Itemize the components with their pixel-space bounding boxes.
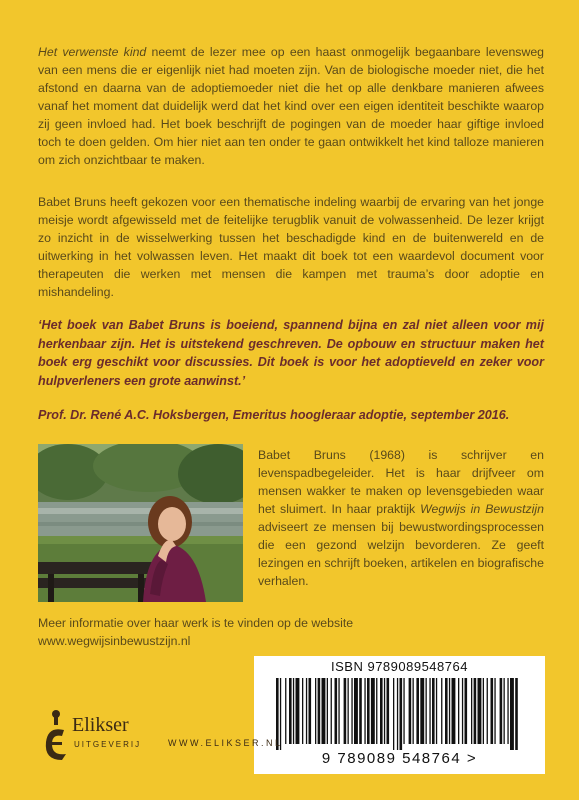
barcode-bar xyxy=(413,678,414,744)
more-info-line: Meer informatie over haar werk is te vinden op de website xyxy=(38,616,354,630)
barcode-bar xyxy=(465,678,468,744)
author-photo xyxy=(38,444,243,602)
barcode-bar xyxy=(318,678,321,744)
quote-attribution: Prof. Dr. René A.C. Hoksbergen, Emeritus hoogleraar adoptie, september 2016. xyxy=(38,408,510,422)
barcode-bar xyxy=(315,678,316,744)
barcode-bar xyxy=(510,678,514,750)
E-letter-icon xyxy=(36,708,72,768)
barcode-bar xyxy=(426,678,427,744)
barcode-bar xyxy=(483,678,484,744)
barcode-bar xyxy=(380,678,383,744)
barcode-bar xyxy=(289,678,292,744)
barcode-bar xyxy=(306,678,307,744)
barcode-bar xyxy=(293,678,294,744)
intro-paragraph xyxy=(38,43,544,169)
book-title: Het verwenste kind xyxy=(38,45,147,59)
barcode-bar xyxy=(471,678,472,744)
barcode-bar xyxy=(462,678,463,744)
barcode-bar xyxy=(331,678,332,744)
author-bio xyxy=(258,446,544,590)
barcode-bar xyxy=(335,678,338,744)
barcode-bar xyxy=(384,678,385,744)
practice-name: Wegwijs in Bewustzijn xyxy=(420,502,544,516)
barcode-bar xyxy=(393,678,394,750)
intro-text: neemt de lezer mee op een haast onmogelijk begaanbare levensweg van een mens die er eigenlijk niet had moeten zijn. Van de biologische moeder niet, die het afstond en daarna van de adoptiemoeder niet die het op alle denkbare manieren afwees vanaf het moment dat duidelijk werd dat het kind over een eigen identiteit beschikte waarop zij geen invloed had. Het boek beschrijft de pogingen van de moeder haar giftige invloed toch te doen gelden. Om hier niet aan ten onder te gaan ontwikkelt het kind talloze manieren om zich onzichtbaar te maken. xyxy=(38,45,544,167)
structure-paragraph: Babet Bruns heeft gekozen voor een thematische indeling waarbij de ervaring van het jonge meisje wordt afgewisseld met de feitelijke terugblik vanuit de volwassenheid. De lezer krijgt zo inzicht in de wisselwerking tussen het beschadigde kind en de buitenwereld en de uitwerking in het volwassen leven. Het maakt dit boek tot een waardevol document voor therapeuten die werken met mensen die kampen met trauma’s door adoptie en mishandeling. xyxy=(38,195,544,299)
barcode-area xyxy=(254,656,545,774)
barcode-bar xyxy=(296,678,300,744)
barcode-bar xyxy=(449,678,450,744)
barcode-bar xyxy=(351,678,352,744)
barcode-bar xyxy=(367,678,370,744)
barcode-bar xyxy=(416,678,419,744)
barcode-bar xyxy=(348,678,349,744)
barcode-bar xyxy=(504,678,505,744)
barcode-bar xyxy=(494,678,495,744)
publisher-name: Elikser xyxy=(72,714,129,736)
more-info xyxy=(38,614,458,650)
isbn-label: ISBN 9789089548764 xyxy=(331,659,468,674)
bio-after: adviseert ze mensen bij bewustwordingsprocessen die een gezond welzijn bevorderen. Ze geeft lezingen en schrijft boeken, artikelen en biografische verhalen. xyxy=(258,520,544,588)
barcode-bar xyxy=(478,678,482,744)
barcode-bar xyxy=(420,678,424,744)
barcode-bar xyxy=(359,678,362,744)
barcode-bar xyxy=(338,678,339,744)
barcode-bar xyxy=(309,678,312,744)
barcode-bar xyxy=(387,678,390,744)
barcode-bar xyxy=(400,678,403,750)
publisher-website[interactable]: WWW.ELIKSER.NL xyxy=(168,738,283,748)
barcode-bar xyxy=(344,678,347,744)
barcode-bar xyxy=(441,678,442,744)
barcode-bar xyxy=(500,678,503,744)
barcode-bar xyxy=(445,678,448,744)
barcode-bar xyxy=(302,678,303,744)
bio-before: Babet Bruns (1968) is schrijver en levenspadbegeleider. Het is haar drijfveer om mensen wakker te maken op levensgebieden waar het sluimert. In haar praktijk xyxy=(258,448,544,516)
barcode-bar xyxy=(487,678,488,744)
publisher-subtitle: UITGEVERIJ xyxy=(74,740,142,749)
barcode-bar xyxy=(491,678,494,744)
barcode-bar xyxy=(364,678,365,744)
barcode-bar xyxy=(432,678,435,744)
barcode-bar xyxy=(376,678,377,744)
barcode-bar xyxy=(397,678,398,750)
barcode-bar xyxy=(354,678,358,744)
barcode-bar xyxy=(452,678,456,744)
website-link[interactable]: www.wegwijsinbewustzijn.nl xyxy=(38,634,191,648)
barcode-bar xyxy=(515,678,518,750)
barcode-bar xyxy=(327,678,328,744)
isbn-digits: 9 789089 548764 > xyxy=(321,750,478,767)
barcode-bar xyxy=(403,678,404,744)
barcode-bar xyxy=(409,678,412,744)
publisher-logo xyxy=(36,708,166,768)
barcode-bar xyxy=(285,678,286,744)
barcode-bar xyxy=(429,678,430,744)
barcode-bar xyxy=(458,678,459,744)
author-photo-image xyxy=(38,444,243,602)
review-quote: ‘Het boek van Babet Bruns is boeiend, spannend bijna en zal niet alleen voor mij herkenbaar zijn. Het is uitstekend geschreven. De opbouw en structuur maken het boek erg geschikt voor discussies. Dit boek is voor het adoptieveld en zeker voor hulpverleners een grote aanwinst.’ xyxy=(38,318,544,388)
barcode-bar xyxy=(436,678,437,744)
barcode-bar xyxy=(507,678,508,744)
barcode-bar xyxy=(371,678,375,744)
barcode-bar xyxy=(474,678,477,744)
barcode-image xyxy=(268,678,530,752)
barcode-bar xyxy=(322,678,326,744)
